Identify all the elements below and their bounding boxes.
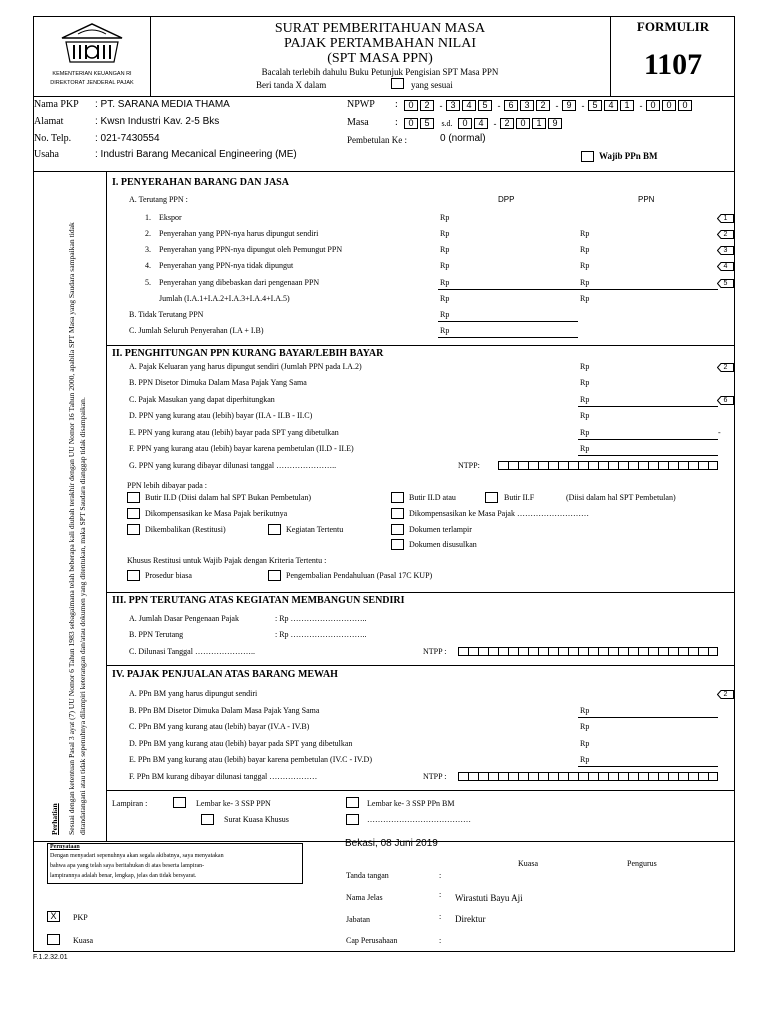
npwp-digit: 4	[604, 100, 618, 111]
nama-jelas-value: Wirastuti Bayu Aji	[455, 893, 523, 903]
section-1-item-label: Penyerahan yang PPN-nya harus dipungut sendiri	[159, 229, 319, 238]
declaration-text-3: lampirannya adalah benar, lengkap, jelas dan tidak bersyarat.	[50, 873, 197, 879]
section-2-item-label: B. PPN Disetor Dimuka Dalam Masa Pajak Yang Sama	[129, 378, 307, 387]
surat-kuasa-checkbox[interactable]	[201, 814, 214, 825]
ntpp-digit-box[interactable]	[508, 772, 518, 781]
nama-label: Nama PKP	[34, 99, 79, 110]
restitusi-label: Dikembalikan (Restitusi)	[145, 525, 226, 534]
section-2-g-label: G. PPN yang kurang dibayar dilunasi tanggal …………………..	[129, 461, 337, 470]
pkp-check-mark: X	[50, 911, 57, 921]
pkp-checkbox[interactable]	[47, 911, 60, 922]
form-title-1: SURAT PEMBERITAHUAN MASA	[274, 21, 486, 36]
ntpp-digit-box[interactable]	[538, 772, 548, 781]
ntpp-digit-box[interactable]	[548, 772, 558, 781]
ntpp-digit-box[interactable]	[638, 772, 648, 781]
section-4-item-label: D. PPn BM yang kurang atau (lebih) bayar pada SPT yang dibetulkan	[129, 739, 353, 748]
ppn-rp: Rp	[580, 444, 590, 453]
ppn-sum-line	[578, 289, 718, 290]
row-tag	[717, 246, 734, 255]
ntpp-digit-box[interactable]	[468, 772, 478, 781]
tanda-tangan-label: Tanda tangan	[346, 871, 389, 880]
section-1-item-label: Penyerahan yang PPN-nya tidak dipungut	[159, 261, 294, 270]
kompensasi-berikutnya-label: Dikompensasikan ke Masa Pajak berikutnya	[145, 509, 288, 518]
ntpp-digit-box[interactable]	[478, 647, 488, 656]
ntpp-digit-box[interactable]	[688, 647, 698, 656]
section-2-item-label: D. PPN yang kurang atau (lebih) bayar (II.A - II.B - II.C)	[129, 411, 313, 420]
dpp-header: DPP	[498, 195, 515, 204]
sidebar-divider	[106, 171, 107, 841]
npwp-digits: 0 2 - 3 4 5 - 6 3 2 - 9 - 5 4 1 - 0 0 0	[404, 100, 694, 111]
npwp-digit: 9	[562, 100, 576, 111]
ppn-rp: Rp	[580, 229, 590, 238]
formulir-label: FORMULIR	[636, 19, 710, 34]
butir-iif-label: Butir II.F	[504, 493, 535, 502]
section-2-dash: -	[718, 428, 721, 437]
row-tag-text: 5	[723, 280, 728, 287]
declaration-text-1: Dengan menyadari sepenuhnya akan segala akibatnya, saya menyatakan	[50, 853, 224, 859]
ntpp-digit-box[interactable]	[588, 772, 598, 781]
section-1-tidak-terutang: B. Tidak Terutang PPN	[129, 310, 204, 319]
ntpp-digit-box[interactable]	[708, 772, 718, 781]
form-title-3: (SPT MASA PPN)	[327, 51, 433, 66]
ntpp-digit-box[interactable]	[548, 647, 558, 656]
ppn-rp: Rp	[580, 362, 590, 371]
header-divider	[33, 96, 735, 97]
ntpp-digit-box[interactable]	[488, 772, 498, 781]
cap-perusahaan-colon: :	[439, 936, 442, 945]
row-tag-text: 2	[723, 231, 728, 238]
section-2-sum-line	[578, 455, 718, 456]
ssp-ppnbm-label: Lembar ke- 3 SSP PPn BM	[367, 799, 455, 808]
row-tag	[717, 690, 734, 699]
kuasa-checkbox[interactable]	[47, 934, 60, 945]
jumlah-seluruh-line	[438, 337, 578, 338]
section-4-item-label: B. PPn BM Disetor Dimuka Dalam Masa Pajak Yang Sama	[129, 706, 320, 715]
lampiran-other-checkbox[interactable]	[346, 814, 359, 825]
form-code: F.1.2.32.01	[33, 954, 68, 961]
nama-jelas-label: Nama Jelas	[346, 893, 383, 902]
sidebar-perhatian: Perhatian	[50, 803, 59, 835]
tidak-terutang-line	[438, 321, 578, 322]
npwp-digit: 1	[620, 100, 634, 111]
ntpp-digit-box[interactable]	[488, 647, 498, 656]
kuasa-header: Kuasa	[518, 859, 538, 868]
npwp-digit: 2	[420, 100, 434, 111]
npwp-digit: 5	[588, 100, 602, 111]
section-4-divider	[106, 665, 735, 666]
ntpp-digit-box[interactable]	[598, 461, 608, 470]
ntpp-digit-box[interactable]	[668, 461, 678, 470]
row-tag	[717, 230, 734, 239]
lampiran-label: Lampiran :	[112, 799, 148, 808]
ntpp-digit-box[interactable]	[578, 461, 588, 470]
formulir-divider	[610, 16, 611, 96]
tahun-digit: 1	[532, 118, 546, 129]
section-2-sum-line	[578, 406, 718, 407]
section-1-item-label: Penyerahan yang PPN-nya dipungut oleh Pemungut PPN	[159, 245, 343, 254]
section-3-title: III. PPN TERUTANG ATAS KEGIATAN MEMBANGUN SENDIRI	[112, 595, 405, 606]
section-1-item-no: 1.	[145, 213, 151, 222]
row-tag	[717, 279, 734, 288]
ntpp-digit-box[interactable]	[528, 461, 538, 470]
prosedur-biasa-checkbox[interactable]	[127, 570, 140, 581]
ntpp-digit-box[interactable]	[558, 461, 568, 470]
wajib-ppnbm-label: Wajib PPn BM	[599, 151, 658, 161]
restitusi-checkbox[interactable]	[127, 524, 140, 535]
ntpp-digit-box[interactable]	[648, 772, 658, 781]
lampiran-other-label: …………………………………	[367, 815, 471, 824]
dpp-rp: Rp	[440, 245, 450, 254]
declaration-title: Pernyataan	[50, 844, 80, 850]
ntpp-digit-box[interactable]	[578, 772, 588, 781]
pengembalian-pendahuluan-checkbox[interactable]	[268, 570, 281, 581]
dokumen-terlampir-label: Dokumen terlampir	[409, 525, 472, 534]
ntpp-digit-box[interactable]	[638, 461, 648, 470]
ntpp-digit-box[interactable]	[608, 772, 618, 781]
section-3-a: A. Jumlah Dasar Pengenaan Pajak	[129, 614, 239, 623]
jabatan-label: Jabatan	[346, 915, 370, 924]
section-3-c: C. Dilunasi Tanggal …………………..	[129, 647, 255, 656]
usaha-label: Usaha	[34, 149, 59, 160]
ntpp-digit-box[interactable]	[518, 647, 528, 656]
section-1-item-no: 3.	[145, 245, 151, 254]
sidebar-notice-1: Sesuai dengan ketentuan Pasal 3 ayat (7) UU Nomor 6 Tahun 1983 sebagaimana telah beberapa kali diubah terakhir dengan UU Nomor 16 Tahun 2000, apabila SPT Masa yang Saudara sampaikan tidak	[67, 222, 76, 835]
ntpp-digit-box[interactable]	[468, 647, 478, 656]
masa-from-digit: 0	[404, 118, 418, 129]
ntpp-digit-box[interactable]	[498, 647, 508, 656]
prosedur-biasa-label: Prosedur biasa	[145, 571, 192, 580]
section-2-item-label: E. PPN yang kurang atau (lebih) bayar pada SPT yang dibetulkan	[129, 428, 339, 437]
section-1-title: I. PENYERAHAN BARANG DAN JASA	[112, 177, 289, 188]
ssp-ppn-label: Lembar ke- 3 SSP PPN	[196, 799, 271, 808]
dpp-rp: Rp	[440, 294, 450, 303]
lebih-dibayar-label: PPN lebih dibayar pada :	[127, 481, 207, 490]
section-2-ntpp-label: NTPP:	[458, 461, 480, 470]
ntpp-digit-box[interactable]	[618, 772, 628, 781]
terutang-label: A. Terutang PPN :	[129, 195, 188, 204]
ntpp-digit-box[interactable]	[648, 461, 658, 470]
ntpp-digit-box[interactable]	[668, 772, 678, 781]
butir-iid-atau-checkbox[interactable]	[391, 492, 404, 503]
ntpp-digit-box[interactable]	[688, 772, 698, 781]
npwp-digit: 2	[536, 100, 550, 111]
ntpp-digit-box[interactable]	[508, 647, 518, 656]
butir-iif-checkbox[interactable]	[485, 492, 498, 503]
ntpp-digit-box[interactable]	[568, 772, 578, 781]
npwp-digit: 3	[446, 100, 460, 111]
formulir-number: 1107	[643, 48, 703, 81]
dpp-rp: Rp	[440, 229, 450, 238]
masa-label: Masa	[347, 117, 369, 128]
section-2-item-label: A. Pajak Keluaran yang harus dipungut sendiri (Jumlah PPN pada I.A.2)	[129, 362, 362, 371]
pengembalian-pendahuluan-label: Pengembalian Pendahuluan (Pasal 17C KUP)	[286, 571, 433, 580]
ppn-rp: Rp	[580, 294, 590, 303]
mark-instruction-left: Beri tanda X dalam	[256, 80, 327, 90]
npwp-label: NPWP	[347, 99, 375, 110]
jabatan-value: Direktur	[455, 914, 486, 924]
mark-instruction-box	[391, 78, 404, 89]
telp-label: No. Telp.	[34, 133, 72, 144]
form-subtitle: Bacalah terlebih dahulu Buku Petunjuk Pengisian SPT Masa PPN	[261, 67, 499, 77]
ntpp-digit-box[interactable]	[498, 772, 508, 781]
nama-value: : PT. SARANA MEDIA THAMA	[95, 99, 230, 110]
pembetulan-label: Pembetulan Ke :	[347, 135, 407, 145]
ntpp-digit-box[interactable]	[658, 772, 668, 781]
ntpp-digit-box[interactable]	[558, 647, 568, 656]
dokumen-terlampir-checkbox[interactable]	[391, 524, 404, 535]
section-3-b: B. PPN Terutang	[129, 630, 184, 639]
ppn-rp: Rp	[580, 278, 590, 287]
ntpp-digit-box[interactable]	[578, 647, 588, 656]
row-tag-text: 1	[723, 215, 728, 222]
section-2-item-label: C. Pajak Masukan yang dapat diperhitungkan	[129, 395, 275, 404]
section-2-title: II. PENGHITUNGAN PPN KURANG BAYAR/LEBIH BAYAR	[112, 348, 384, 359]
section-3-ntpp-label: NTPP :	[423, 647, 447, 656]
row-tag-text: 6	[723, 397, 728, 404]
garuda-logo	[56, 22, 128, 68]
npwp-digit: 5	[478, 100, 492, 111]
npwp-colon: :	[395, 99, 398, 110]
kompensasi-masa-checkbox[interactable]	[391, 508, 404, 519]
ntpp-digit-box[interactable]	[528, 772, 538, 781]
section-1-item-label: Penyerahan yang dibebaskan dari pengenaan PPN	[159, 278, 320, 287]
pengurus-header: Pengurus	[627, 859, 657, 868]
ntpp-digit-box[interactable]	[498, 461, 508, 470]
ssp-ppn-checkbox[interactable]	[173, 797, 186, 808]
declaration-text-2: bahwa apa yang telah saya beritahukan di atas beserta lampiran-	[50, 863, 205, 869]
npwp-digit: 0	[662, 100, 676, 111]
ntpp-digit-box[interactable]	[678, 647, 688, 656]
ntpp-digit-box[interactable]	[658, 461, 668, 470]
section-1-item-label: Ekspor	[159, 213, 182, 222]
row-tag-text: 3	[723, 247, 728, 254]
section-1-item-no: 2.	[145, 229, 151, 238]
tanda-tangan-colon: :	[439, 871, 442, 880]
dokumen-disusulkan-label: Dokumen disusulkan	[409, 540, 477, 549]
ntpp-digit-box[interactable]	[678, 772, 688, 781]
section-1-jumlah-seluruh: C. Jumlah Seluruh Penyerahan (I.A + I.B)	[129, 326, 264, 335]
npwp-digit: 3	[520, 100, 534, 111]
body-top-line	[33, 171, 735, 172]
ntpp-digit-box[interactable]	[628, 772, 638, 781]
butir-iid-checkbox[interactable]	[127, 492, 140, 503]
masa-to-digit: 4	[474, 118, 488, 129]
section-1-item-no: 4.	[145, 261, 151, 270]
ntpp-digit-box[interactable]	[698, 772, 708, 781]
nama-jelas-colon: :	[439, 890, 442, 899]
ntpp-digit-box[interactable]	[608, 647, 618, 656]
row-tag-text: 2	[723, 364, 728, 371]
ppn-rp: Rp	[580, 722, 590, 731]
section-4-ntpp-boxes[interactable]	[458, 772, 718, 781]
row-tag	[717, 363, 734, 372]
ppn-rp: Rp	[580, 755, 590, 764]
section-3-a-value: : Rp ………………………..	[275, 614, 367, 623]
section-4-sum-line	[578, 766, 718, 767]
ntpp-digit-box[interactable]	[638, 647, 648, 656]
ntpp-digit-box[interactable]	[538, 647, 548, 656]
ntpp-digit-box[interactable]	[708, 647, 718, 656]
khusus-restitusi-label: Khusus Restitusi untuk Wajib Pajak dengan Kriteria Tertentu :	[127, 556, 327, 565]
section-4-f-label: F. PPn BM kurang dibayar dilunasi tanggal ………………	[129, 772, 318, 781]
masa-sd: s.d.	[441, 119, 453, 128]
cap-perusahaan-label: Cap Perusahaan	[346, 936, 398, 945]
ppn-rp: Rp	[580, 395, 590, 404]
npwp-digit: 0	[678, 100, 692, 111]
ntpp-digit-box[interactable]	[618, 647, 628, 656]
tahun-digit: 2	[500, 118, 514, 129]
dpp-rp: Rp	[440, 278, 450, 287]
dpp-rp: Rp	[440, 261, 450, 270]
ntpp-digit-box[interactable]	[558, 772, 568, 781]
ntpp-digit-box[interactable]	[708, 461, 718, 470]
npwp-digit: 4	[462, 100, 476, 111]
row-tag	[717, 262, 734, 271]
row-tag	[717, 214, 734, 223]
section-2-sum-line	[578, 439, 718, 440]
sidebar-notice-2: ditandatangani atau tidak sepenuhnya dilampiri keterangan dan/atau dokumen yang ditentukan, maka SPT Saudara dianggap tidak disampaikan.	[78, 397, 87, 835]
dpp-rp: Rp	[440, 310, 450, 319]
ppn-rp: Rp	[580, 428, 590, 437]
ntpp-digit-box[interactable]	[598, 647, 608, 656]
section-2-divider	[106, 345, 735, 346]
section-1-jumlah: Jumlah (I.A.1+I.A.2+I.A.3+I.A.4+I.A.5)	[159, 294, 290, 303]
ntpp-digit-box[interactable]	[678, 461, 688, 470]
ntpp-digit-box[interactable]	[628, 461, 638, 470]
ntpp-digit-box[interactable]	[698, 461, 708, 470]
section-4-ntpp-label: NTPP :	[423, 772, 447, 781]
section-2-ntpp-boxes[interactable]	[498, 461, 718, 470]
ppn-rp: Rp	[580, 261, 590, 270]
ppn-rp: Rp	[580, 706, 590, 715]
section-1-item-no: 5.	[145, 278, 151, 287]
butir-iid-atau-label: Butir II.D atau	[409, 493, 456, 502]
ministry-name: KEMENTERIAN KEUANGAN RI	[52, 71, 132, 77]
ntpp-digit-box[interactable]	[658, 647, 668, 656]
wajib-ppnbm-checkbox[interactable]	[581, 151, 594, 162]
jabatan-colon: :	[439, 912, 442, 921]
directorate-name: DIREKTORAT JENDERAL PAJAK	[50, 80, 134, 86]
row-tag-text: 4	[723, 263, 728, 270]
alamat-value: : Kwsn Industri Kav. 2-5 Bks	[95, 116, 220, 127]
ntpp-digit-box[interactable]	[588, 461, 598, 470]
ntpp-digit-box[interactable]	[458, 772, 468, 781]
ntpp-digit-box[interactable]	[698, 647, 708, 656]
kompensasi-masa-label: Dikompensasikan ke Masa Pajak ………………………	[409, 509, 589, 518]
ssp-ppnbm-checkbox[interactable]	[346, 797, 359, 808]
tahun-digit: 0	[516, 118, 530, 129]
section-3-b-value: : Rp ………………………..	[275, 630, 367, 639]
ppn-rp: Rp	[580, 411, 590, 420]
telp-value: : 021-7430554	[95, 133, 160, 144]
ntpp-digit-box[interactable]	[668, 647, 678, 656]
dpp-rp: Rp	[440, 326, 450, 335]
ntpp-digit-box[interactable]	[598, 772, 608, 781]
dpp-sum-line	[438, 289, 578, 290]
ntpp-digit-box[interactable]	[588, 647, 598, 656]
ppn-header: PPN	[638, 195, 655, 204]
mark-instruction-right: yang sesuai	[411, 80, 453, 90]
butir-note: (Diisi dalam hal SPT Pembetulan)	[566, 493, 676, 502]
section-4-title: IV. PAJAK PENJUALAN ATAS BARANG MEWAH	[112, 669, 338, 680]
surat-kuasa-label: Surat Kuasa Khusus	[224, 815, 289, 824]
ppn-rp: Rp	[580, 378, 590, 387]
ntpp-digit-box[interactable]	[458, 647, 468, 656]
dpp-rp: Rp	[440, 213, 450, 222]
pembetulan-value: 0 (normal)	[440, 133, 486, 144]
pkp-label: PKP	[73, 913, 88, 922]
section-3-divider	[106, 592, 735, 593]
kompensasi-berikutnya-checkbox[interactable]	[127, 508, 140, 519]
npwp-digit: 6	[504, 100, 518, 111]
kuasa-label: Kuasa	[73, 936, 93, 945]
place-date: Bekasi, 08 Juni 2019	[345, 838, 438, 849]
ppn-rp: Rp	[580, 739, 590, 748]
masa-digits: 0 5 s.d. 0 4 - 2 0 1 9	[404, 118, 564, 129]
ntpp-digit-box[interactable]	[608, 461, 618, 470]
tahun-digit: 9	[548, 118, 562, 129]
section-4-sum-line	[578, 717, 718, 718]
masa-colon: :	[395, 117, 398, 128]
ntpp-digit-box[interactable]	[518, 461, 528, 470]
row-tag-text: 2	[723, 691, 728, 698]
ntpp-digit-box[interactable]	[548, 461, 558, 470]
ntpp-digit-box[interactable]	[508, 461, 518, 470]
ntpp-digit-box[interactable]	[618, 461, 628, 470]
npwp-digit: 0	[646, 100, 660, 111]
lampiran-divider	[106, 790, 735, 791]
ntpp-digit-box[interactable]	[688, 461, 698, 470]
ppn-rp: Rp	[580, 245, 590, 254]
alamat-label: Alamat	[34, 116, 64, 127]
masa-from-digit: 5	[420, 118, 434, 129]
dokumen-disusulkan-checkbox[interactable]	[391, 539, 404, 550]
section-2-item-label: F. PPN yang kurang atau (lebih) bayar karena pembetulan (II.D - II.E)	[129, 444, 354, 453]
butir-iid-label: Butir II.D (Diisi dalam hal SPT Bukan Pembetulan)	[145, 493, 312, 502]
usaha-value: : Industri Barang Mecanical Engineering (ME)	[95, 149, 297, 160]
section-4-item-label: E. PPn BM yang kurang atau (lebih) bayar karena pembetulan (IV.C - IV.D)	[129, 755, 372, 764]
kegiatan-tertentu-checkbox[interactable]	[268, 524, 281, 535]
npwp-digit: 0	[404, 100, 418, 111]
row-tag	[717, 396, 734, 405]
form-title-2: PAJAK PERTAMBAHAN NILAI	[284, 36, 476, 51]
ntpp-digit-box[interactable]	[628, 647, 638, 656]
kegiatan-tertentu-label: Kegiatan Tertentu	[286, 525, 344, 534]
section-3-ntpp-boxes[interactable]	[458, 647, 718, 656]
section-4-item-label: C. PPn BM yang kurang atau (lebih) bayar (IV.A - IV.B)	[129, 722, 310, 731]
masa-to-digit: 0	[458, 118, 472, 129]
ntpp-digit-box[interactable]	[648, 647, 658, 656]
ntpp-digit-box[interactable]	[538, 461, 548, 470]
ntpp-digit-box[interactable]	[478, 772, 488, 781]
ntpp-digit-box[interactable]	[568, 461, 578, 470]
ntpp-digit-box[interactable]	[568, 647, 578, 656]
ntpp-digit-box[interactable]	[518, 772, 528, 781]
ntpp-digit-box[interactable]	[528, 647, 538, 656]
section-4-item-label: A. PPn BM yang harus dipungut sendiri	[129, 689, 258, 698]
